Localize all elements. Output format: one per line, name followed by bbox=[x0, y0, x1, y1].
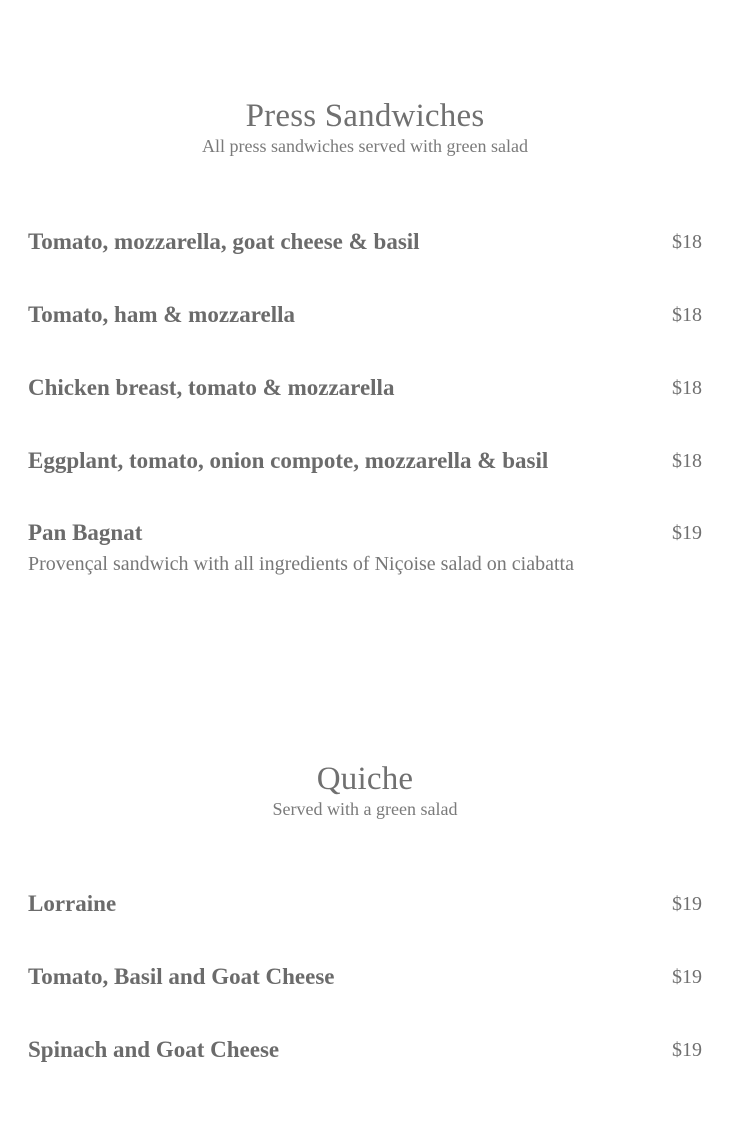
menu-item bbox=[28, 447, 702, 475]
menu-item-name: Tomato, mozzarella, goat cheese & basil bbox=[28, 229, 420, 254]
section-title: Quiche bbox=[316, 761, 414, 797]
menu-item-price: $18 bbox=[672, 231, 702, 253]
menu-item-price: $19 bbox=[672, 1039, 702, 1061]
menu-item-name: Pan Bagnat bbox=[28, 520, 143, 545]
menu-item bbox=[28, 1036, 702, 1064]
menu-item-name: Tomato, ham & mozzarella bbox=[28, 302, 296, 327]
section-title: Press Sandwiches bbox=[245, 98, 485, 134]
menu-item-price: $19 bbox=[672, 522, 702, 544]
menu-item-price: $19 bbox=[672, 966, 702, 988]
menu-item-price: $18 bbox=[672, 450, 702, 472]
menu-item-price: $18 bbox=[672, 304, 702, 326]
menu-item bbox=[28, 963, 702, 991]
section-header-quiche bbox=[0, 760, 730, 820]
menu-item-name: Tomato, Basil and Goat Cheese bbox=[28, 964, 335, 989]
menu-item-price: $19 bbox=[672, 893, 702, 915]
menu-item-price: $18 bbox=[672, 377, 702, 399]
menu-item-description: Provençal sandwich with all ingredients of Niçoise salad on ciabatta bbox=[28, 553, 574, 575]
menu-item bbox=[28, 374, 702, 402]
section-header-press-sandwiches bbox=[0, 97, 730, 157]
menu-item bbox=[28, 228, 702, 256]
menu-item-name: Spinach and Goat Cheese bbox=[28, 1037, 280, 1062]
menu-item-name: Chicken breast, tomato & mozzarella bbox=[28, 375, 395, 400]
section-subtitle: Served with a green salad bbox=[272, 799, 458, 819]
menu-item bbox=[28, 519, 702, 578]
menu-item-name: Eggplant, tomato, onion compote, mozzarella & basil bbox=[28, 448, 549, 473]
menu-item bbox=[28, 890, 702, 918]
menu-item-name: Lorraine bbox=[28, 891, 117, 916]
menu-item bbox=[28, 301, 702, 329]
section-subtitle: All press sandwiches served with green salad bbox=[202, 136, 528, 156]
